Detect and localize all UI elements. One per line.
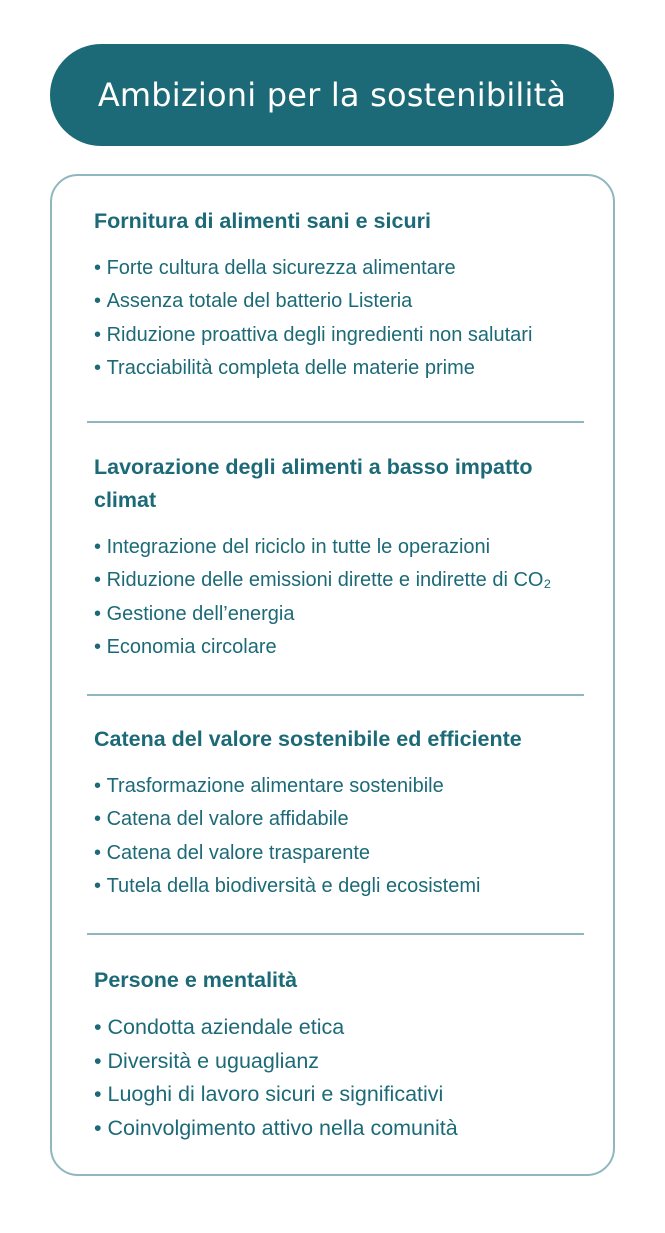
section-heading: Catena del valore sostenibile ed efficiente [94, 727, 522, 751]
divider [87, 694, 584, 696]
page-title: Ambizioni per la sostenibilità [97, 76, 567, 114]
list-item: • Riduzione proattiva degli ingredienti non salutari [94, 319, 604, 352]
list-item: • Diversità e uguaglianz [94, 1045, 604, 1079]
bullet-list [94, 770, 604, 903]
list-item: • Luoghi di lavoro sicuri e significativi [94, 1078, 604, 1112]
section-healthy-food [94, 205, 604, 385]
title-banner [50, 44, 614, 146]
section-heading: Persone e mentalità [94, 968, 298, 992]
bullet-list [94, 1011, 604, 1145]
bullet-list [94, 252, 604, 385]
section-low-impact [94, 451, 594, 664]
list-item: • Forte cultura della sicurezza alimentare [94, 252, 604, 285]
section-heading: Fornitura di alimenti sani e sicuri [94, 209, 431, 233]
list-item: • Catena del valore affidabile [94, 803, 604, 836]
section-people [94, 964, 604, 1145]
list-item: • Assenza totale del batterio Listeria [94, 285, 604, 318]
list-item: • Economia circolare [94, 631, 594, 664]
list-item: • Gestione dell’energia [94, 598, 594, 631]
list-item: • Tracciabilità completa delle materie prime [94, 352, 604, 385]
list-item: • Coinvolgimento attivo nella comunità [94, 1112, 604, 1146]
list-item: • Condotta aziendale etica [94, 1011, 604, 1045]
section-value-chain [94, 723, 604, 903]
list-item: • Catena del valore trasparente [94, 837, 604, 870]
list-item: • Riduzione delle emissioni dirette e indirette di CO₂ [94, 564, 594, 597]
divider [87, 421, 584, 423]
bullet-list [94, 531, 594, 664]
section-heading: Lavorazione degli alimenti a basso impatto climat [94, 455, 533, 512]
list-item: • Trasformazione alimentare sostenibile [94, 770, 604, 803]
list-item: • Integrazione del riciclo in tutte le operazioni [94, 531, 594, 564]
list-item: • Tutela della biodiversità e degli ecosistemi [94, 870, 604, 903]
divider [87, 933, 584, 935]
